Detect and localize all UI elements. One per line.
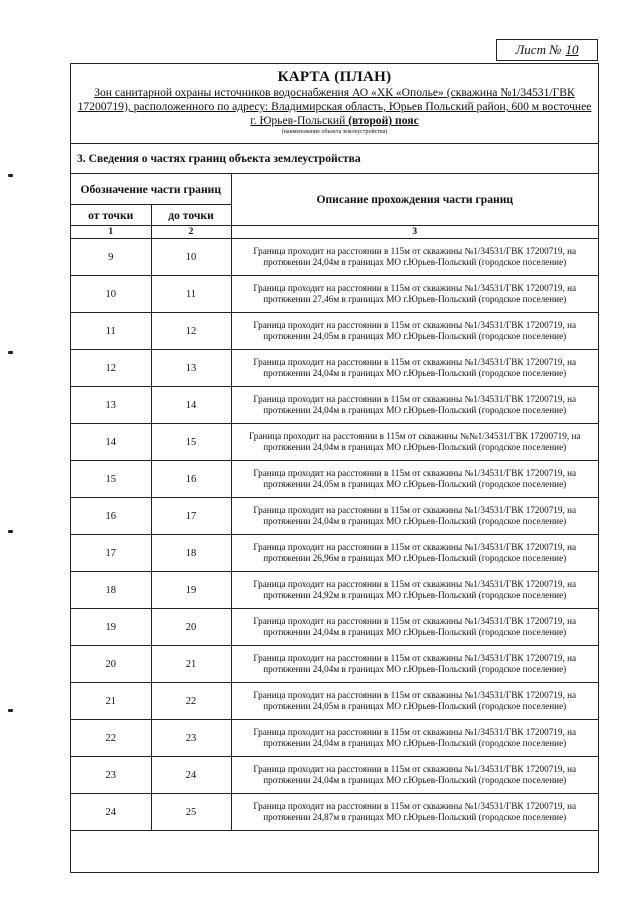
- table-row: [71, 683, 598, 720]
- point-to-cell: 23: [151, 720, 231, 757]
- document-title: КАРТА (ПЛАН): [277, 69, 392, 85]
- description-cell: Граница проходит на расстоянии в 115м от скважины №1/34531/ГВК 17200719, на протяжении 24,92м в границах МО г.Юрьев-Польский (городское поселение): [231, 572, 598, 609]
- section-title: 3. Сведения о частях границ объекта землеустройства: [71, 144, 598, 174]
- col-from-header: от точки: [71, 205, 151, 226]
- point-to-cell: 24: [151, 757, 231, 794]
- point-from-cell: 19: [71, 609, 151, 646]
- table-row: [71, 609, 598, 646]
- description-cell: Граница проходит на расстоянии в 115м от скважины №1/34531/ГВК 17200719, на протяжении 26,96м в границах МО г.Юрьев-Польский (городское поселение): [231, 535, 598, 572]
- col-group-header: Обозначение части границ: [71, 174, 231, 205]
- point-to-cell: 13: [151, 350, 231, 387]
- point-to-cell: 11: [151, 276, 231, 313]
- description-cell: Граница проходит на расстоянии в 115м от скважины №1/34531/ГВК 17200719, на протяжении 24,05м в границах МО г.Юрьев-Польский (городское поселение): [231, 313, 598, 350]
- point-to-cell: 20: [151, 609, 231, 646]
- document-subtitle: [71, 86, 598, 128]
- table-row: [71, 461, 598, 498]
- table-row: [71, 535, 598, 572]
- table-row: [71, 313, 598, 350]
- point-to-cell: 21: [151, 646, 231, 683]
- table-row: [71, 276, 598, 313]
- point-from-cell: 24: [71, 794, 151, 831]
- description-cell: Граница проходит на расстоянии в 115м от скважины №1/34531/ГВК 17200719, на протяжении 24,04м в границах МО г.Юрьев-Польский (городское поселение): [231, 757, 598, 794]
- point-from-cell: 14: [71, 424, 151, 461]
- table-row: [71, 757, 598, 794]
- column-number-row: [71, 226, 598, 239]
- point-to-cell: 12: [151, 313, 231, 350]
- table-row: [71, 239, 598, 276]
- point-to-cell: 25: [151, 794, 231, 831]
- punch-mark: [8, 530, 13, 533]
- point-from-cell: 15: [71, 461, 151, 498]
- description-cell: Граница проходит на расстоянии в 115м от скважины №№1/34531/ГВК 17200719, на протяжении 24,04м в границах МО г.Юрьев-Польский (городское поселение): [231, 424, 598, 461]
- point-from-cell: 23: [71, 757, 151, 794]
- point-to-cell: 18: [151, 535, 231, 572]
- description-cell: Граница проходит на расстоянии в 115м от скважины №1/34531/ГВК 17200719, на протяжении 24,04м в границах МО г.Юрьев-Польский (городское поселение): [231, 720, 598, 757]
- point-to-cell: 15: [151, 424, 231, 461]
- object-caption: (наименование объекта землеустройства): [281, 129, 388, 135]
- column-number: 1: [71, 226, 151, 239]
- point-from-cell: 20: [71, 646, 151, 683]
- boundary-table: [71, 174, 598, 831]
- table-row: [71, 720, 598, 757]
- point-to-cell: 19: [151, 572, 231, 609]
- point-from-cell: 16: [71, 498, 151, 535]
- point-from-cell: 11: [71, 313, 151, 350]
- table-row: [71, 646, 598, 683]
- punch-mark: [8, 174, 13, 177]
- col-desc-header: Описание прохождения части границ: [231, 174, 598, 226]
- description-cell: Граница проходит на расстоянии в 115м от скважины №1/34531/ГВК 17200719, на протяжении 24,04м в границах МО г.Юрьев-Польский (городское поселение): [231, 498, 598, 535]
- description-cell: Граница проходит на расстоянии в 115м от скважины №1/34531/ГВК 17200719, на протяжении 24,04м в границах МО г.Юрьев-Польский (городское поселение): [231, 350, 598, 387]
- col-to-header: до точки: [151, 205, 231, 226]
- point-from-cell: 13: [71, 387, 151, 424]
- subtitle-main: Зон санитарной охраны источников водоснабжения АО «ХК «Ополье» (скважина №1/34531/ГВК 17200719), расположенного по адресу: Владимирская область, Юрьев Польский район, 600 м восточнее г. Юрьев-Польский: [77, 86, 592, 127]
- description-cell: Граница проходит на расстоянии в 115м от скважины №1/34531/ГВК 17200719, на протяжении 24,04м в границах МО г.Юрьев-Польский (городское поселение): [231, 609, 598, 646]
- description-cell: Граница проходит на расстоянии в 115м от скважины №1/34531/ГВК 17200719, на протяжении 24,05м в границах МО г.Юрьев-Польский (городское поселение): [231, 683, 598, 720]
- table-body: [71, 226, 598, 831]
- point-from-cell: 17: [71, 535, 151, 572]
- description-cell: Граница проходит на расстоянии в 115м от скважины №1/34531/ГВК 17200719, на протяжении 27,46м в границах МО г.Юрьев-Польский (городское поселение): [231, 276, 598, 313]
- table-row: [71, 350, 598, 387]
- column-number: 2: [151, 226, 231, 239]
- table-row: [71, 498, 598, 535]
- point-from-cell: 9: [71, 239, 151, 276]
- point-from-cell: 12: [71, 350, 151, 387]
- point-from-cell: 10: [71, 276, 151, 313]
- punch-mark: [8, 351, 13, 354]
- sheet-number: 10: [565, 42, 579, 57]
- description-cell: Граница проходит на расстоянии в 115м от скважины №1/34531/ГВК 17200719, на протяжении 24,04м в границах МО г.Юрьев-Польский (городское поселение): [231, 239, 598, 276]
- table-row: [71, 794, 598, 831]
- point-to-cell: 22: [151, 683, 231, 720]
- point-to-cell: 16: [151, 461, 231, 498]
- point-from-cell: 18: [71, 572, 151, 609]
- description-cell: Граница проходит на расстоянии в 115м от скважины №1/34531/ГВК 17200719, на протяжении 24,04м в границах МО г.Юрьев-Польский (городское поселение): [231, 387, 598, 424]
- point-from-cell: 21: [71, 683, 151, 720]
- point-from-cell: 22: [71, 720, 151, 757]
- table-row: [71, 387, 598, 424]
- description-cell: Граница проходит на расстоянии в 115м от скважины №1/34531/ГВК 17200719, на протяжении 24,87м в границах МО г.Юрьев-Польский (городское поселение): [231, 794, 598, 831]
- title-block: [71, 64, 598, 144]
- point-to-cell: 10: [151, 239, 231, 276]
- column-number: 3: [231, 226, 598, 239]
- sheet-label: Лист №: [515, 42, 562, 57]
- point-to-cell: 17: [151, 498, 231, 535]
- table-row: [71, 572, 598, 609]
- document-frame: [70, 63, 599, 873]
- subtitle-belt: (второй) пояс: [348, 114, 419, 127]
- description-cell: Граница проходит на расстоянии в 115м от скважины №1/34531/ГВК 17200719, на протяжении 24,05м в границах МО г.Юрьев-Польский (городское поселение): [231, 461, 598, 498]
- point-to-cell: 14: [151, 387, 231, 424]
- sheet-number-box: [496, 39, 598, 61]
- table-row: [71, 424, 598, 461]
- punch-mark: [8, 709, 13, 712]
- description-cell: Граница проходит на расстоянии в 115м от скважины №1/34531/ГВК 17200719, на протяжении 24,04м в границах МО г.Юрьев-Польский (городское поселение): [231, 646, 598, 683]
